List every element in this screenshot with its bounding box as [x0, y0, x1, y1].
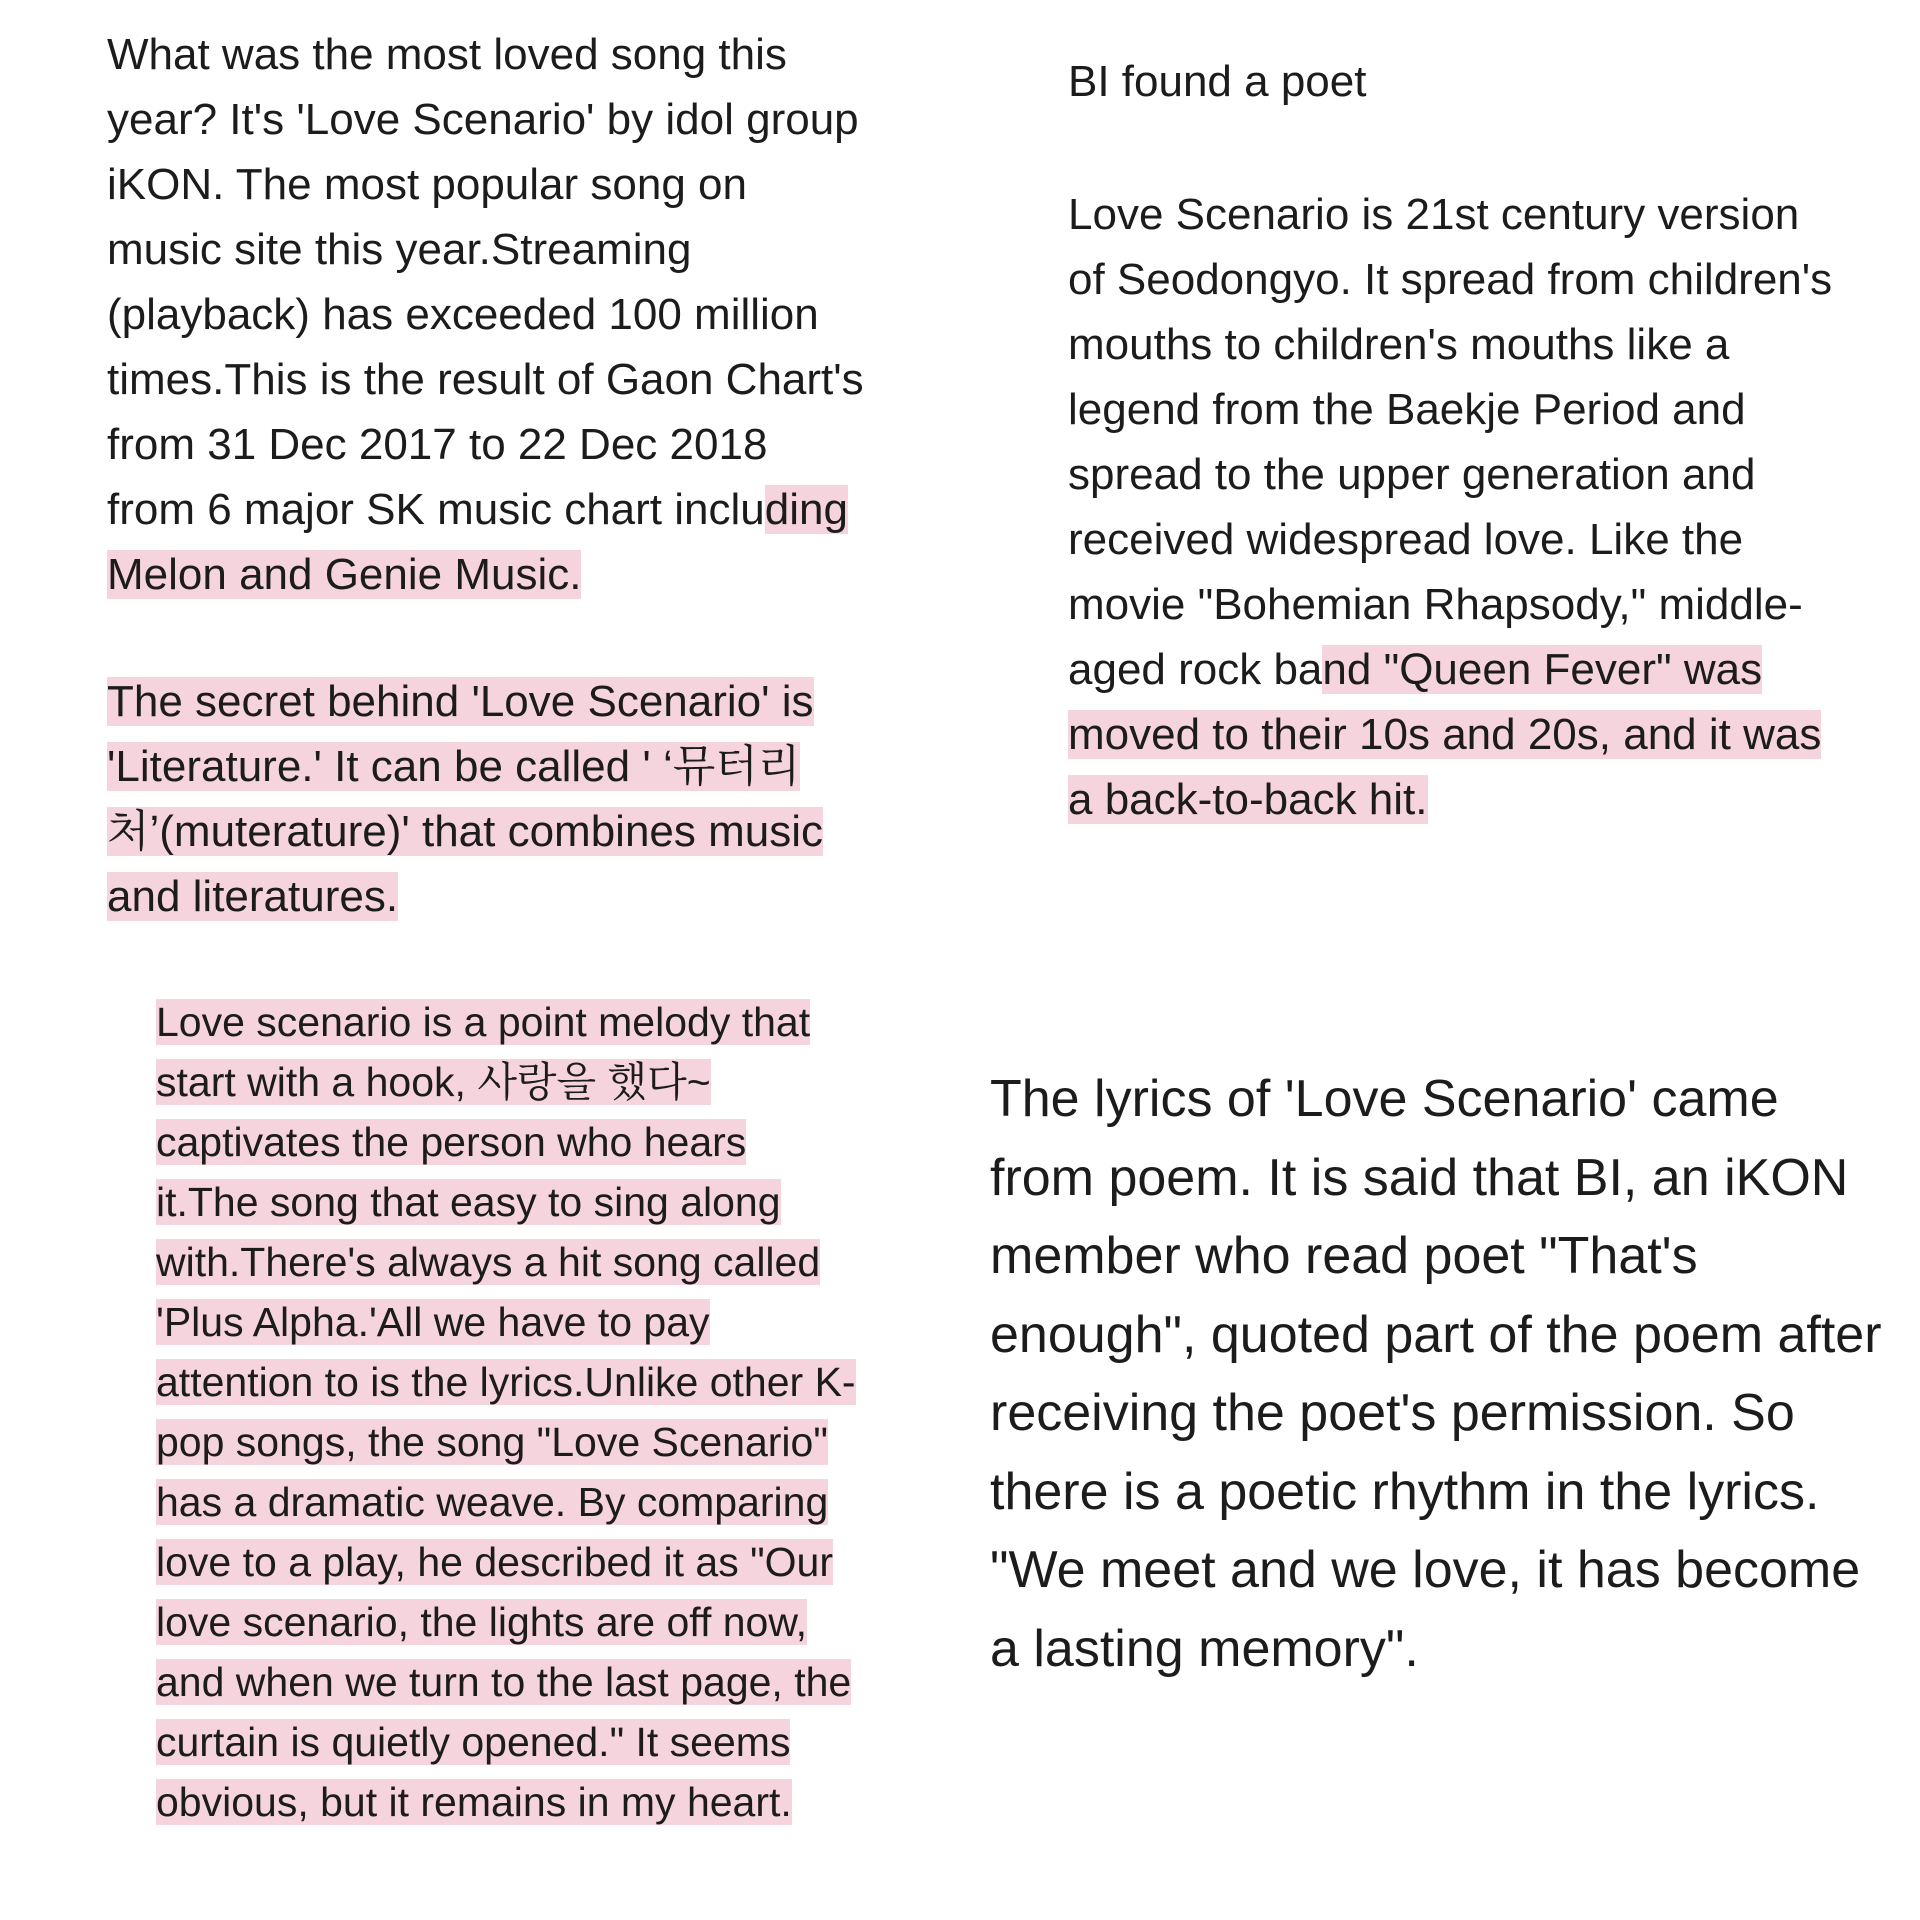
highlighted-text: The secret behind 'Love Scenario' is 'Literature.' It can be called ' ‘뮤터리처’(muterature)' that combines music and literatures.	[107, 677, 824, 921]
paragraph-text: Love Scenario is 21st century version of Seodongyo. It spread from children's mouths to children's mouths like a legend from the Baekje Period and spread to the upper generation and received widespread love. Like the movie "Bohemian Rhapsody," middle-aged rock ba	[1068, 190, 1833, 694]
paragraph-point-melody	[156, 992, 856, 1832]
paragraph-text: The lyrics of 'Love Scenario' came from poem. It is said that BI, an iKON member who read poet "That's enough", quoted part of the poem after receiving the poet's permission. So there is a poetic rhythm in the lyrics. "We meet and we love, it has become a lasting memory".	[990, 1070, 1882, 1678]
highlighted-text: Love scenario is a point melody that start with a hook, 사랑을 했다~ captivates the person who hears it.The song that easy to sing along with.There's always a hit song called 'Plus Alpha.'All we have to pay attention to is the lyrics.Unlike other K-pop songs, the song "Love Scenario" has a dramatic weave. By comparing love to a play, he described it as "Our love scenario, the lights are off now, and when we turn to the last page, the curtain is quietly opened." It seems obvious, but it remains in my heart.	[156, 999, 856, 1825]
heading-text: BI found a poet	[1068, 57, 1367, 106]
paragraph-secret-literature	[107, 669, 867, 929]
highlighted-text: nd "Queen Fever" was moved to their 10s and 20s, and it was a back-to-back hit.	[1068, 645, 1822, 824]
paragraph-seodongyo	[1068, 182, 1848, 832]
paragraph-text: What was the most loved song this year? It's 'Love Scenario' by idol group iKON. The most popular song on music site this year.Streaming (playback) has exceeded 100 million times.This is the result of Gaon Chart's from 31 Dec 2017 to 22 Dec 2018 from 6 major SK music chart inclu	[107, 30, 864, 534]
highlighted-text: ding Melon and Genie Music.	[107, 485, 848, 599]
paragraph-most-loved-song	[107, 22, 867, 607]
paragraph-lyrics-from-poem	[990, 1060, 1890, 1688]
section-heading	[1068, 52, 1868, 112]
